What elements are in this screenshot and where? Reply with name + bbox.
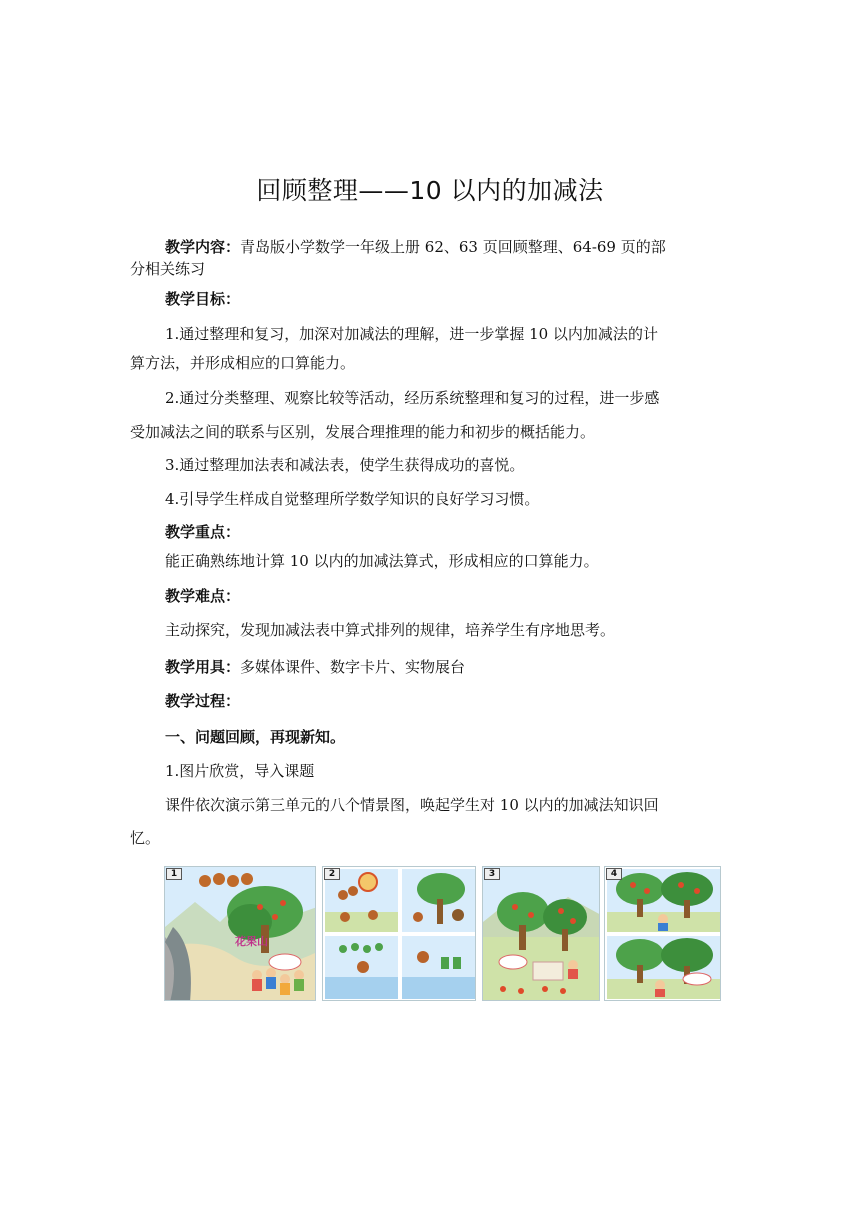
illustration-panel-2 [322,866,476,1001]
content-line [165,236,666,258]
illustration-panel-4 [604,866,721,1001]
tools-label: 教学用具： [165,658,241,676]
goal-item-1a: 1.通过整理和复习，加深对加减法的理解，进一步掌握 10 以内加减法的计 [165,325,658,343]
page-title: 回顾整理——10 以内的加减法 [256,176,604,205]
illustration-panel-3 [482,866,600,1001]
goals-label: 教学目标： [165,290,241,308]
goal-item-1b: 算方法，并形成相应的口算能力。 [130,354,356,372]
illustration-strip [164,866,721,1001]
key-point-text: 能正确熟练地计算 10 以内的加减法算式，形成相应的口算能力。 [165,552,599,570]
difficulty-text: 主动探究，发现加减法表中算式排列的规律，培养学生有序地思考。 [165,621,616,639]
scene-monkey-sequence [323,867,476,1001]
panel-number-4: 4 [606,868,622,880]
tools-line [165,656,465,678]
step-1-text-b: 忆。 [130,829,161,847]
goal-item-3: 3.通过整理加法表和减法表，使学生获得成功的喜悦。 [165,456,525,474]
panel-number-1: 1 [166,868,182,880]
key-point-label: 教学重点： [165,523,241,541]
panel-number-2: 2 [324,868,340,880]
tools-text: 多媒体课件、数字卡片、实物展台 [240,658,466,676]
difficulty-label: 教学难点： [165,587,241,605]
illustration-panel-1 [164,866,316,1001]
step-1-heading: 1.图片欣赏，导入课题 [165,762,315,780]
scene-peach-trees [605,867,721,1001]
content-line-2: 分相关练习 [130,260,206,278]
step-1-text-a: 课件依次演示第三单元的八个情景图，唤起学生对 10 以内的加减法知识回 [165,796,659,814]
process-label: 教学过程： [165,692,241,710]
scene-mountain-monkeys [165,867,316,1001]
panel-number-3: 3 [484,868,500,880]
scene-orchard-picnic [483,867,600,1001]
content-text: 青岛版小学数学一年级上册 62、63 页回顾整理、64-69 页的部 [240,238,666,256]
goal-item-2a: 2.通过分类整理、观察比较等活动，经历系统整理和复习的过程，进一步感 [165,389,660,407]
content-label: 教学内容： [165,238,241,256]
panel-1-sign-text: 花果山 [235,935,268,948]
section-heading-1: 一、问题回顾，再现新知。 [165,728,346,746]
goal-item-4: 4.引导学生样成自觉整理所学数学知识的良好学习习惯。 [165,490,540,508]
goal-item-2b: 受加减法之间的联系与区别，发展合理推理的能力和初步的概括能力。 [130,423,596,441]
